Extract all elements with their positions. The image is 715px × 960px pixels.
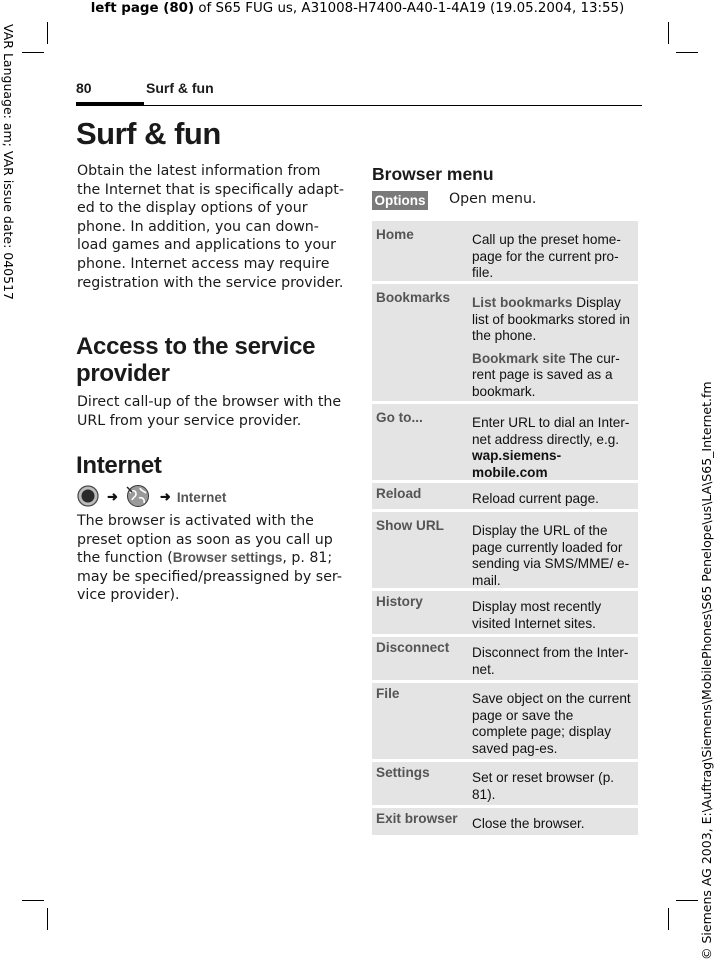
- path-label-internet: Internet: [176, 489, 227, 505]
- example-url: wap.siemens-mobile.com: [472, 448, 562, 480]
- submenu-text: Display list of bookmarks stored in the phone.: [472, 295, 630, 344]
- menu-row-disconnect: [372, 637, 638, 680]
- header-rule-thick: [76, 102, 144, 106]
- goto-text: Enter URL to dial an Inter-net address directly, e.g.: [472, 415, 630, 447]
- browser-menu-heading: Browser menu: [372, 164, 494, 184]
- menu-term: Reload: [376, 486, 422, 501]
- menu-term: File: [376, 686, 400, 701]
- menu-term: Exit browser: [376, 811, 458, 826]
- menu-term: Go to...: [376, 410, 423, 425]
- print-header-info: of S65 FUG us, A31008-H7400-A40-1-4A19 (19.05.2004, 13:55): [194, 1, 625, 16]
- navigation-key-icon: [77, 485, 99, 510]
- submenu-label: Bookmark site: [472, 350, 566, 366]
- print-header-page: left page (80): [90, 1, 195, 16]
- menu-description: Set or reset browser (p. 81).: [472, 770, 615, 802]
- menu-description: Display most recently visited Internet sites.: [472, 599, 602, 631]
- options-description: Open menu.: [449, 191, 537, 207]
- menu-row-history: [372, 591, 638, 634]
- internet-heading: Internet: [76, 452, 162, 479]
- browser-settings-key: Browser settings: [172, 550, 283, 566]
- path-arrow: ➜: [159, 489, 171, 504]
- bookmark-site-item: [472, 351, 632, 401]
- crop-mark: [47, 908, 48, 930]
- access-paragraph: Direct call-up of the browser with the URL from your service provider.: [77, 394, 342, 429]
- running-header-title: Surf & fun: [146, 80, 214, 96]
- internet-text-before: The browser is activated with the preset option as soon as you call up the function (: [77, 513, 333, 567]
- internet-text-after: , p. 81; may be specified/preassigned by ser-vice provider).: [77, 550, 342, 604]
- menu-row-file: [372, 683, 638, 759]
- internet-globe-icon: [124, 484, 152, 511]
- menu-term: Disconnect: [376, 640, 450, 655]
- menu-description: Display the URL of the page currently loaded for sending via SMS/MME/ e-mail.: [472, 523, 630, 588]
- side-margin-right: [699, 380, 715, 960]
- crop-mark: [668, 22, 669, 44]
- menu-description: Reload current page.: [472, 491, 599, 506]
- menu-row-go-to: [372, 404, 638, 480]
- side-margin-left: [0, 24, 16, 344]
- menu-row-settings: [372, 762, 638, 805]
- menu-path: [77, 485, 226, 509]
- menu-description: Close the browser.: [472, 816, 585, 831]
- menu-description: Call up the preset home-page for the current pro-file.: [472, 232, 621, 281]
- bookmarks-list-item: [472, 295, 632, 345]
- page-title: Surf & fun: [76, 116, 221, 151]
- menu-term: Show URL: [376, 518, 444, 533]
- menu-description: [472, 290, 638, 399]
- menu-term: Home: [376, 227, 414, 242]
- var-info-text: VAR Language: am; VAR issue date: 040517: [1, 24, 16, 300]
- path-arrow: ➜: [107, 489, 118, 504]
- submenu-label: List bookmarks: [472, 295, 573, 310]
- menu-row-reload: [372, 483, 638, 509]
- submenu-text: The cur-rent page is saved as a bookmark.: [472, 350, 620, 399]
- menu-row-exit-browser: [372, 808, 638, 835]
- crop-mark: [668, 908, 669, 930]
- menu-description: Disconnect from the Inter-net.: [472, 645, 629, 677]
- menu-term: History: [376, 594, 423, 609]
- internet-paragraph: [77, 512, 345, 605]
- print-header: [0, 0, 715, 17]
- intro-paragraph: Obtain the latest information from the Internet that is specifically adapt-ed to the display options of your phone. In addition, you can down-load games and applications to your phone. Internet access may require registration with the service provider.: [77, 163, 344, 291]
- crop-mark: [676, 900, 698, 901]
- file-path-text: © Siemens AG 2003, E:\Auftrag\Siemens\MobilePhones\S65 Penelope\us\LA\S65_Internet.fm: [699, 381, 714, 960]
- crop-mark: [22, 52, 44, 53]
- menu-description: [472, 410, 638, 480]
- crop-mark: [676, 52, 698, 53]
- crop-mark: [22, 900, 44, 901]
- access-heading: Access to the service provider: [76, 333, 316, 387]
- menu-row-bookmarks: [372, 284, 638, 401]
- header-rule: [144, 105, 642, 106]
- options-softkey: Options: [372, 191, 428, 210]
- menu-description: Save object on the current page or save the complete page; display saved pag-es.: [472, 691, 631, 756]
- menu-term: Bookmarks: [376, 290, 451, 305]
- menu-term: Settings: [376, 765, 430, 780]
- crop-mark: [47, 22, 48, 44]
- running-header-page-number: 80: [76, 80, 92, 96]
- browser-menu-table: [372, 221, 638, 838]
- menu-row-home: [372, 221, 638, 281]
- menu-row-show-url: [372, 512, 638, 588]
